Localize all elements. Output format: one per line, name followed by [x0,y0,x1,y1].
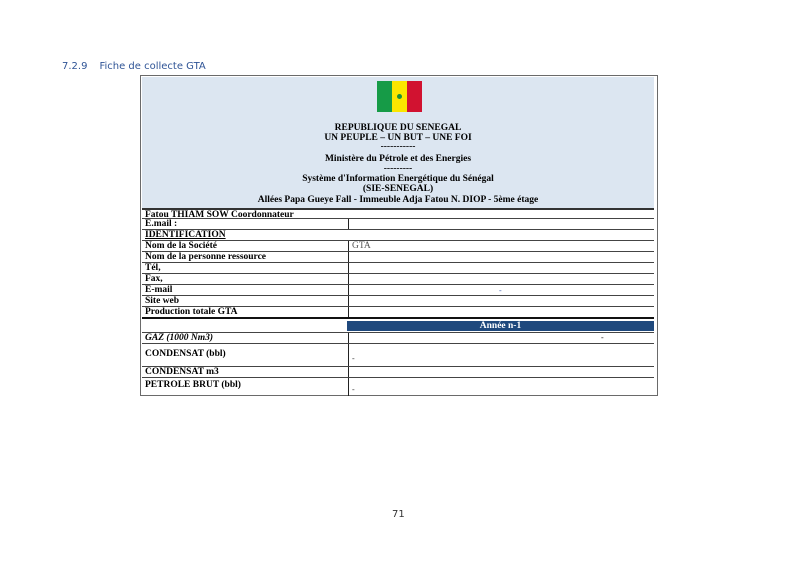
production-value: - [352,385,355,394]
field-row-production [142,307,654,319]
personne-field[interactable] [348,252,654,262]
production-label: PETROLE BRUT (bbl) [145,380,241,390]
field-label: Production totale GTA [145,307,238,317]
senegal-flag-icon [377,81,422,112]
production-row-gaz [142,333,654,344]
motto: UN PEUPLE – UN BUT – UNE FOI [324,133,472,143]
coordinator-label: Fatou THIAM SOW Coordonnateur [145,210,294,220]
section-number: 7.2.9 [62,61,88,72]
production-row-petrole [142,378,654,396]
production-row-condensat-bbl [142,344,654,367]
field-label: Fax, [145,274,163,284]
section-heading [62,61,206,72]
email-field[interactable] [348,219,654,229]
form-header [142,77,654,208]
field-label: Nom de la Société [145,241,218,251]
field-row-tel [142,263,654,274]
system-acronym: (SIE-SENEGAL) [362,184,434,194]
production-label: CONDENSAT (bbl) [145,349,226,359]
condensat-bbl-field[interactable] [348,344,654,366]
identification-heading: IDENTIFICATION [145,230,226,240]
gaz-field[interactable] [348,333,654,343]
fax-field[interactable] [348,274,654,284]
separator-1: ----------- [380,142,416,152]
field-value: GTA [352,241,371,251]
email-contact-field[interactable] [348,285,654,295]
separator-2: --------- [383,164,413,174]
collection-form [140,75,658,396]
field-label: Site web [145,296,180,306]
tel-field[interactable] [348,263,654,273]
field-row-personne [142,252,654,263]
societe-field[interactable] [348,241,654,251]
republic-title: REPUBLIQUE DU SENEGAL [334,123,462,133]
field-row-fax [142,274,654,285]
year-header-row [142,319,654,333]
field-label: E-mail [145,285,173,295]
email-label: E.mail : [145,219,178,229]
field-row-societe [142,241,654,252]
production-field[interactable] [348,307,654,317]
star-icon [397,94,402,99]
siteweb-field[interactable] [348,296,654,306]
petrole-field[interactable] [348,378,654,396]
field-label: Nom de la personne ressource [145,252,267,262]
system-name: Système d'Information Energétique du Sénégal [302,174,494,184]
condensat-m3-field[interactable] [348,367,654,377]
field-value: - [499,286,502,295]
page-number: 71 [392,509,405,520]
identification-row [142,230,654,241]
production-label: GAZ (1000 Nm3) [145,333,214,343]
field-row-email [142,285,654,296]
production-value: - [601,333,604,342]
production-row-condensat-m3 [142,367,654,378]
production-value: - [352,354,355,363]
address: Allées Papa Gueye Fall - Immeuble Adja Fatou N. DIOP - 5ème étage [257,195,539,205]
production-label: CONDENSAT m3 [145,367,219,377]
field-row-siteweb [142,296,654,307]
ministry-name: Ministère du Pétrole et des Energies [324,154,472,164]
field-label: Tél, [145,263,161,273]
email-row [142,219,654,230]
coordinator-row [142,208,654,219]
year-header: Année n-1 [347,321,654,331]
section-title: Fiche de collecte GTA [99,61,206,72]
